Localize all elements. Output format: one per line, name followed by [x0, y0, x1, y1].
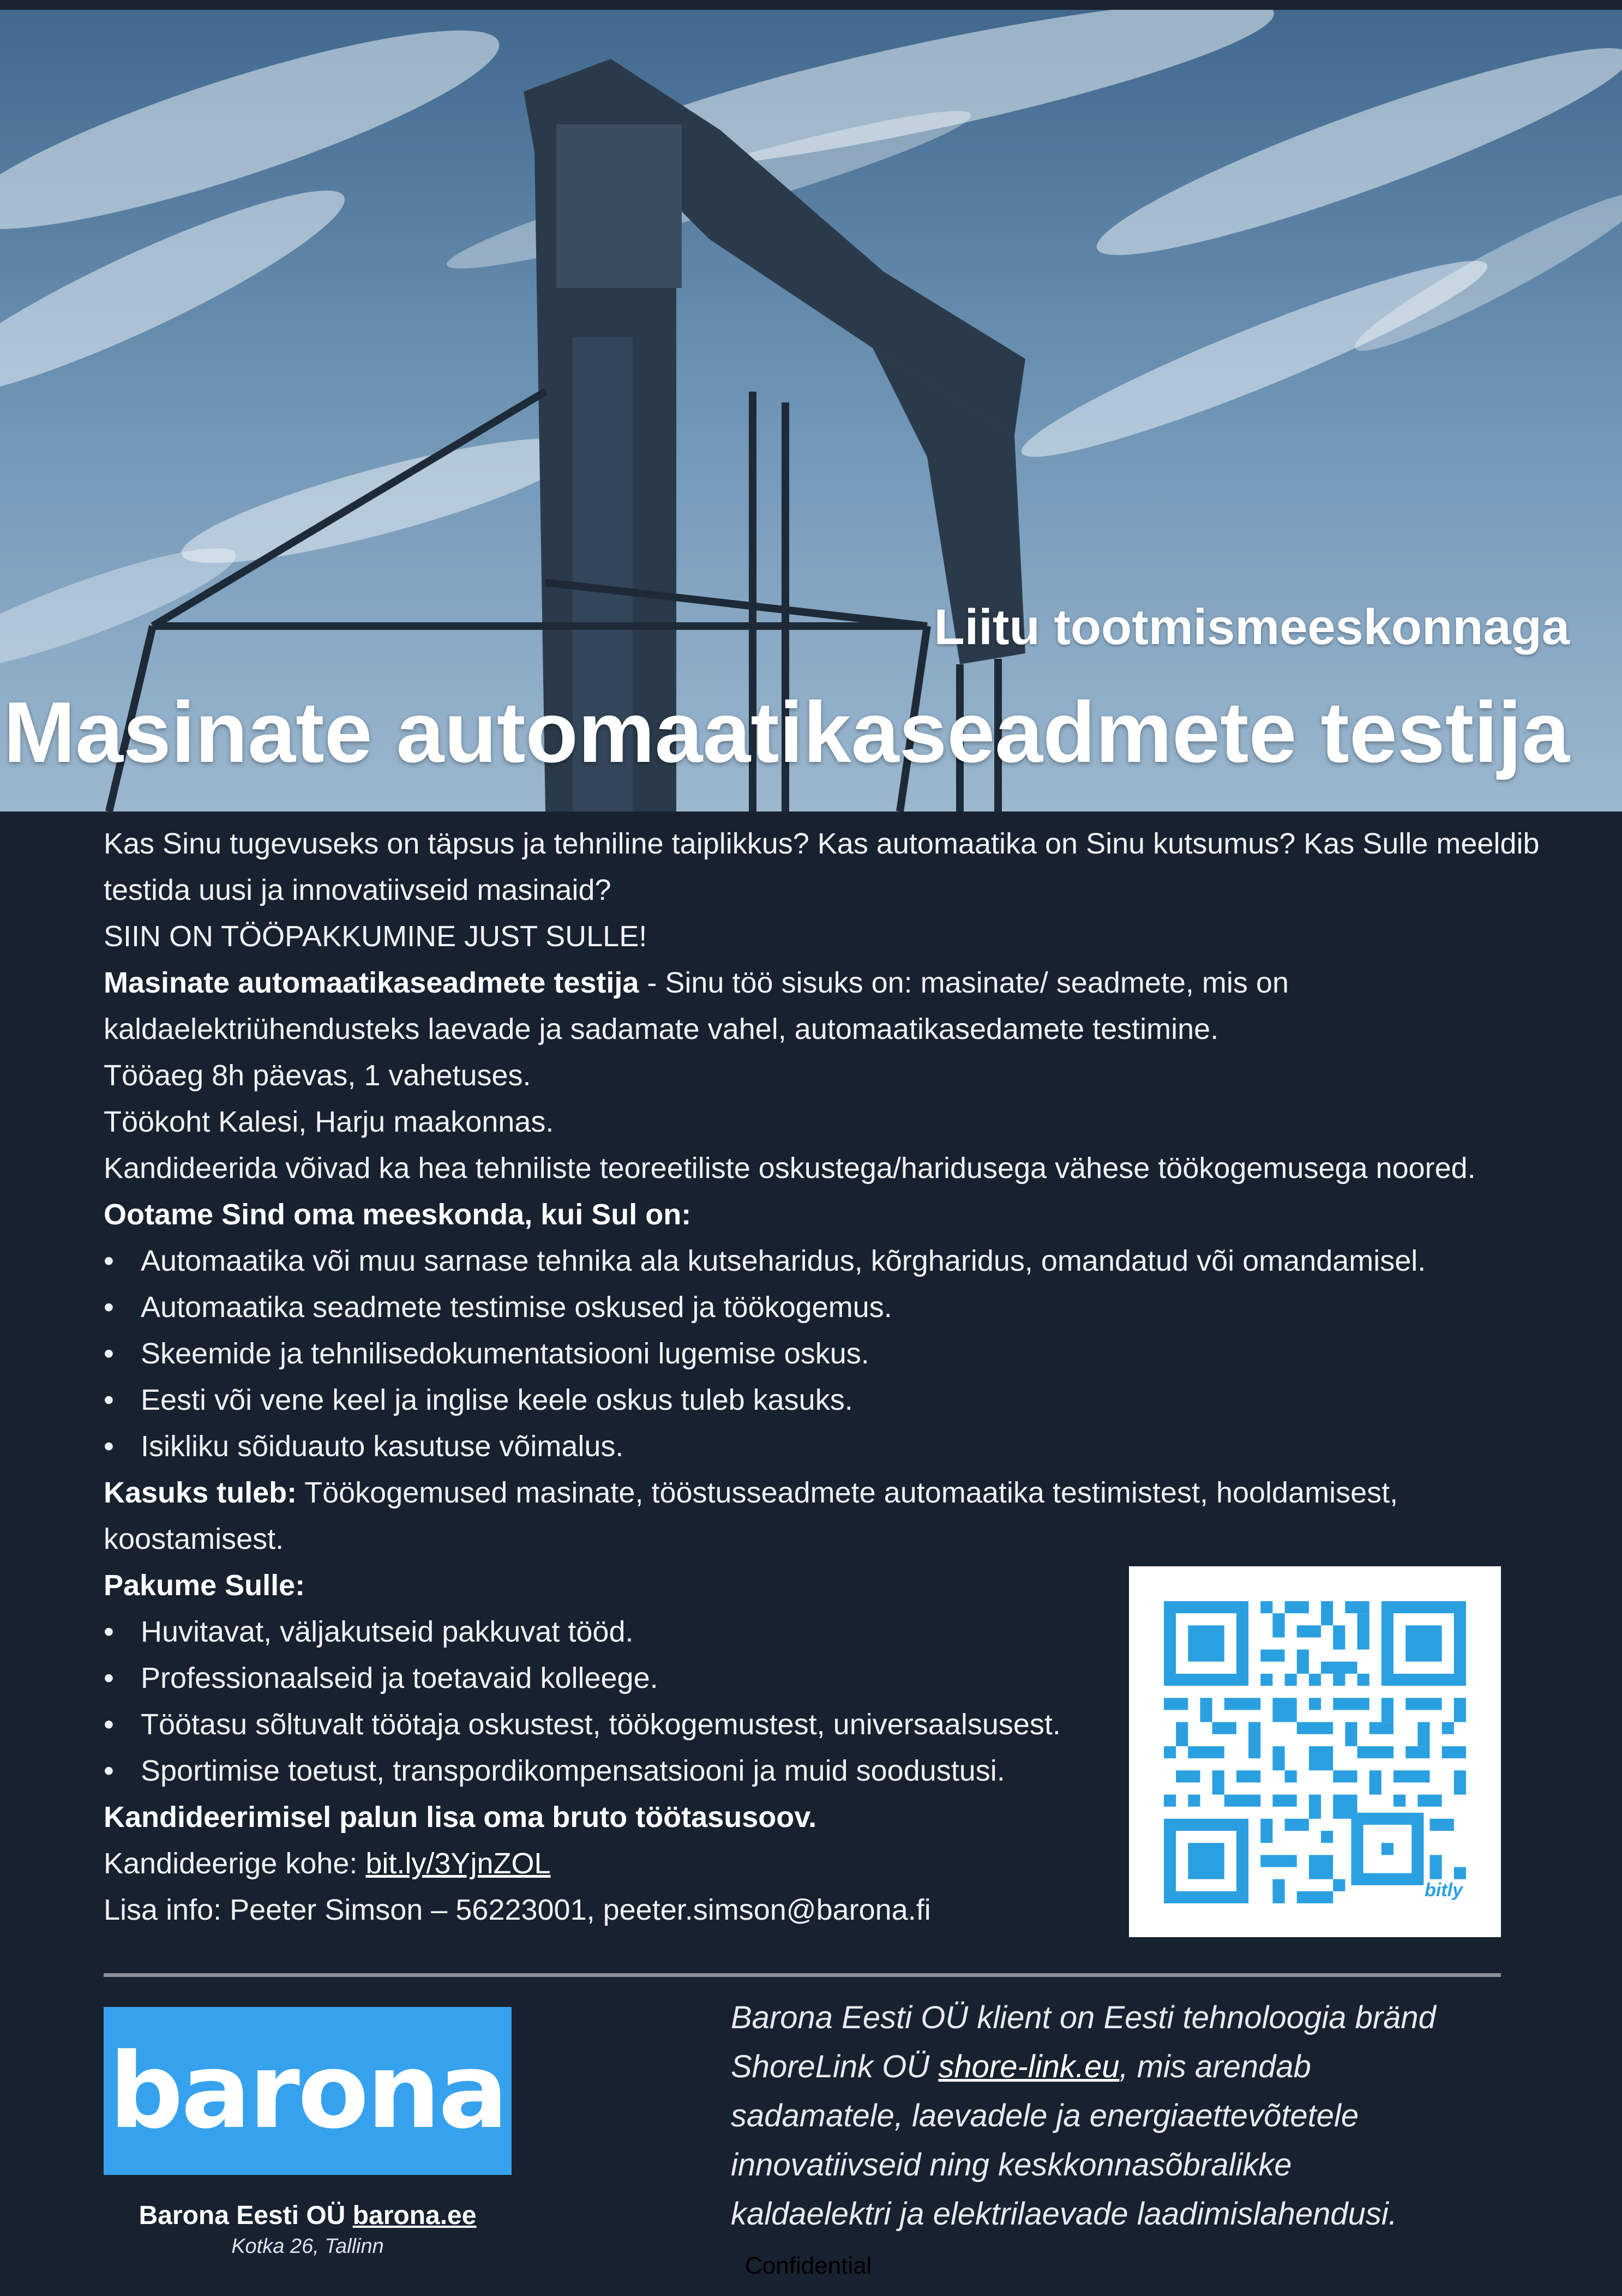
client-note — [731, 1993, 1505, 2239]
requirement-item: • Skeemide ja tehnilisedokumentatsiooni lugemise oskus. — [104, 1337, 869, 1370]
offer-item: • Sportimise toetust, transpordikompensatsiooni ja muid soodustusi. — [104, 1754, 1005, 1787]
hero-subtitle: Liitu tootmismeeskonnaga — [934, 599, 1570, 655]
hero-title: Masinate automaatikaseadmete testija — [3, 684, 1570, 780]
intro-line-1: Kas Sinu tugevuseks on täpsus ja tehniline taiplikkus? Kas automaatika on Sinu kutsumus? Kas Sulle meeldib — [104, 827, 1540, 860]
apply-link[interactable]: bit.ly/3YjnZOL — [365, 1847, 551, 1880]
requirement-item: • Automaatika seadmete testimise oskused ja töökogemus. — [104, 1291, 892, 1324]
apply-label: Kandideerige kohe: — [104, 1847, 366, 1880]
offer-item: • Professionaalseid ja toetavaid kolleege. — [104, 1662, 658, 1694]
salary-note: Kandideerimisel palun lisa oma bruto töötasusoov. — [104, 1801, 817, 1834]
hero-banner — [0, 10, 1622, 812]
role-line-1 — [104, 960, 1533, 1006]
client-note-line-3: sadamatele, laevadele ja energiaettevõtetele — [731, 2098, 1359, 2133]
role-description: - Sinu töö sisuks on: masinate/ seadmete, mis on — [639, 966, 1289, 999]
shorelink-link[interactable]: shore-link.eu — [938, 2049, 1120, 2084]
company-line — [104, 2201, 512, 2231]
requirement-item: • Automaatika või muu sarnase tehnika ala kutseharidus, kõrgharidus, omandatud või omandamisel. — [104, 1245, 1426, 1277]
requirements-heading: Ootame Sind oma meeskonda, kui Sul on: — [104, 1198, 692, 1231]
barona-logo[interactable] — [104, 2007, 512, 2175]
offer-item: • Töötasu sõltuvalt töötaja oskustest, töökogemustest, universaalsusest. — [104, 1708, 1061, 1741]
bonus-text: Töökogemused masinate, tööstusseadmete automaatika testimistest, hooldamisest, — [297, 1476, 1398, 1509]
intro-line-2: testida uusi ja innovatiivseid masinaid? — [104, 874, 611, 906]
bitly-logo: bitly — [1425, 1880, 1463, 1901]
requirement-item: • Isikliku sõiduauto kasutuse võimalus. — [104, 1430, 624, 1463]
barona-logo-text: barona — [109, 2030, 506, 2151]
bonus-line-2: koostamisest. — [104, 1523, 284, 1555]
working-hours: Tööaeg 8h päevas, 1 vahetuses. — [104, 1059, 531, 1092]
role-line-2: kaldaelektriühendusteks laevade ja sadamate vahel, automaatikasedamete testimine. — [104, 1013, 1219, 1045]
bonus-label: Kasuks tuleb: — [104, 1476, 297, 1509]
bonus-line-1 — [104, 1470, 1533, 1516]
offer-line: SIIN ON TÖÖPAKKUMINE JUST SULLE! — [104, 920, 647, 953]
client-note-line-4: innovatiivseid ning keskkonnasõbralikke — [731, 2147, 1292, 2183]
work-location: Töökoht Kalesi, Harju maakonnas. — [104, 1105, 554, 1138]
offer-item: • Huvitavat, väljakutseid pakkuvat tööd. — [104, 1615, 634, 1648]
requirement-item: • Eesti või vene keel ja inglise keele oskus tuleb kasuks. — [104, 1384, 853, 1416]
contact-info: Lisa info: Peeter Simson – 56223001, peeter.simson@barona.fi — [104, 1894, 931, 1926]
top-strip — [0, 0, 1622, 10]
client-note-line-5: kaldaelektri ja elektrilaevade laadimislahendusi. — [731, 2196, 1397, 2232]
company-website-link[interactable]: barona.ee — [352, 2201, 477, 2230]
section-divider — [104, 1973, 1501, 1977]
client-note-line-2: ShoreLink OÜ shore-link.eu, mis arendab — [731, 2049, 1311, 2084]
role-title: Masinate automaatikaseadmete testija — [104, 966, 639, 999]
company-address: Kotka 26, Tallinn — [231, 2235, 384, 2258]
offer-heading: Pakume Sulle: — [104, 1569, 305, 1602]
qr-code-pattern — [1164, 1601, 1466, 1903]
candidates-note: Kandideerida võivad ka hea tehniliste teoreetiliste oskustega/haridusega vähese töökogemusega noored. — [104, 1152, 1476, 1185]
company-name: Barona Eesti OÜ — [139, 2201, 353, 2230]
qr-code[interactable] — [1129, 1566, 1501, 1937]
client-note-line-1: Barona Eesti OÜ klient on Eesti tehnoloogia bränd — [731, 2000, 1436, 2035]
confidential-label: Confidential — [745, 2252, 872, 2279]
